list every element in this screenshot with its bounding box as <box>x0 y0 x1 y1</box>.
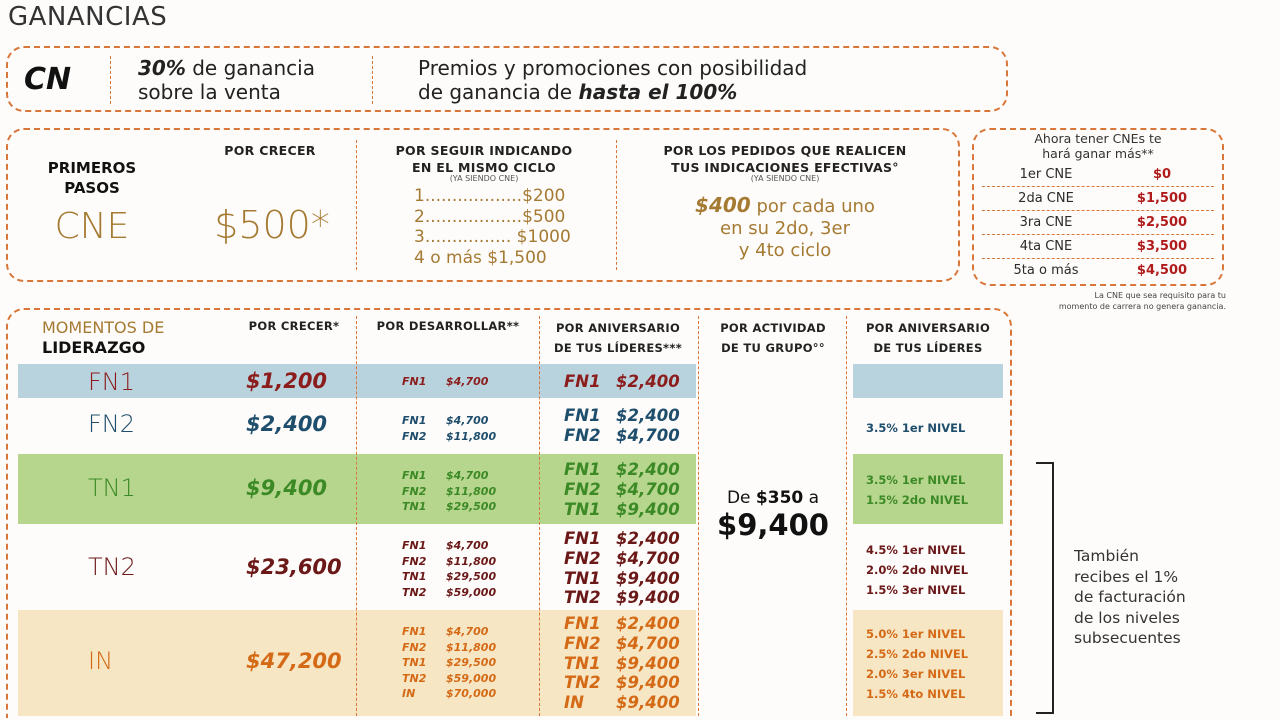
primeros-pasos-title <box>30 158 154 198</box>
nivel-item: 1.5% 4to NIVEL <box>866 687 966 701</box>
pp-divider-2 <box>616 140 617 270</box>
aniversario-item: FN2 $4,700 <box>564 548 680 568</box>
aniversario-tn1 <box>564 460 680 519</box>
cne-row-value: $0 <box>1152 166 1172 182</box>
liderazgo-title <box>42 318 164 358</box>
level-tn2: TN2 <box>88 553 136 581</box>
cn-promo-line1: Premios y promociones con posibilidad <box>418 56 808 80</box>
seguir-item: 1..................$200 <box>414 186 566 206</box>
nivel-item: 1.5% 3er NIVEL <box>866 583 966 597</box>
nivel-item: 1.5% 2do NIVEL <box>866 493 969 507</box>
nivel-item: 3.5% 1er NIVEL <box>866 473 966 487</box>
lid-divider-3 <box>698 316 699 716</box>
cne-row <box>982 258 1214 282</box>
desarrollar-item: FN2 $11,800 <box>402 429 497 443</box>
actividad-range <box>702 488 844 542</box>
pedidos-note: (YA SIENDO CNE) <box>750 174 820 183</box>
desarrollar-in <box>402 624 496 702</box>
desarrollar-fn1 <box>402 374 488 390</box>
desarrollar-item: TN1 $29,500 <box>402 500 497 513</box>
aniversario-item: FN1 $2,400 <box>564 529 680 548</box>
side-bracket <box>1036 462 1054 714</box>
seguir-list <box>414 186 594 268</box>
aniversario-fn2 <box>564 406 680 446</box>
cne-footnote <box>990 290 1226 312</box>
niveles-in <box>866 624 968 704</box>
cne-table-title <box>982 131 1214 161</box>
cne-footnote-1: La CNE que sea requisito para tu <box>1094 291 1226 300</box>
cne-row-label: 2da CNE <box>1018 190 1074 206</box>
desarrollar-item: TN2 $59,000 <box>402 585 497 599</box>
primeros-pasos-title-2: PASOS <box>64 179 120 197</box>
header-actividad <box>702 318 844 358</box>
pedidos-header-2: TUS INDICACIONES EFECTIVAS° <box>671 160 899 175</box>
cn-promo-text <box>418 56 807 104</box>
niveles-tn1 <box>866 470 968 510</box>
side-note-line: También <box>1074 547 1140 565</box>
cne-row-value: $2,500 <box>1136 214 1188 230</box>
nivel-item: 5.0% 1er NIVEL <box>866 627 966 641</box>
pp-divider-1 <box>356 140 357 270</box>
cn-percent-text <box>138 56 315 104</box>
side-note-line: subsecuentes <box>1074 629 1181 647</box>
desarrollar-item: FN2 $11,800 <box>402 640 497 654</box>
aniversario-item: TN1 $9,400 <box>564 653 680 673</box>
cn-percent-label: de ganancia <box>192 56 315 80</box>
desarrollar-item: TN1 $29,500 <box>402 570 497 583</box>
cne-row-label: 5ta o más <box>1013 262 1079 278</box>
aniversario-item: IN $9,400 <box>564 693 680 713</box>
header-actividad-1: POR ACTIVIDAD <box>720 321 826 335</box>
pedidos-text <box>622 194 948 262</box>
cne-table-title-1: Ahora tener CNEs te <box>1034 131 1162 146</box>
aniversario-item: FN1 $2,400 <box>564 614 680 633</box>
cn-label: CN <box>24 62 72 97</box>
cne-row <box>982 210 1214 234</box>
aniversario-item: TN2 $9,400 <box>564 673 680 693</box>
crecer-tn2: $23,600 <box>246 555 342 579</box>
seguir-item: 3................ $1000 <box>414 227 571 247</box>
aniversario-item: FN2 $4,700 <box>564 425 680 445</box>
header-aniversario-2: DE TUS LÍDERES*** <box>553 341 683 355</box>
seguir-header-2: EN EL MISMO CICLO <box>412 160 556 175</box>
primeros-pasos-level: CNE <box>54 206 130 247</box>
side-note-line: de facturación <box>1074 588 1186 606</box>
aniversario-item: FN2 $4,700 <box>564 479 680 499</box>
aniversario-tn2 <box>564 529 680 608</box>
desarrollar-item: FN1 $4,700 <box>402 625 489 638</box>
desarrollar-fn2 <box>402 413 496 444</box>
crecer-header: POR CRECER <box>224 143 316 158</box>
pedidos-header <box>622 142 948 176</box>
cne-row-label: 3ra CNE <box>1019 214 1073 230</box>
seguir-header <box>362 142 606 176</box>
header-crecer: POR CRECER* <box>248 319 340 333</box>
cne-row-value: $1,500 <box>1136 190 1188 206</box>
aniversario-item: TN2 $9,400 <box>564 588 680 608</box>
desarrollar-item: IN $70,000 <box>402 687 497 700</box>
cne-footnote-2: momento de carrera no genera ganancia. <box>1058 302 1226 311</box>
header-aniv-lideres <box>850 318 1006 358</box>
aniversario-fn1 <box>564 372 680 392</box>
lid-divider-2 <box>539 316 540 716</box>
level-fn2: FN2 <box>88 410 136 438</box>
desarrollar-item: FN1 $4,700 <box>402 375 489 388</box>
cn-promo-line2-pre: de ganancia de <box>418 80 573 104</box>
desarrollar-tn1 <box>402 468 496 515</box>
pedidos-text-3: y 4to ciclo <box>738 240 832 261</box>
pedidos-header-1: POR LOS PEDIDOS QUE REALICEN <box>663 143 907 158</box>
cn-divider-1 <box>110 56 111 104</box>
level-in: IN <box>88 647 114 675</box>
pedidos-text-2: en su 2do, 3er <box>720 218 850 239</box>
aniversario-item: FN1 $2,400 <box>564 460 680 479</box>
pedidos-amount: $400 <box>695 193 751 217</box>
nivel-item: 2.0% 2do NIVEL <box>866 563 969 577</box>
lid-divider-4 <box>846 316 847 716</box>
side-note <box>1074 546 1186 649</box>
crecer-in: $47,200 <box>246 649 342 673</box>
desarrollar-item: FN1 $4,700 <box>402 469 489 482</box>
desarrollar-item: FN1 $4,700 <box>402 539 489 552</box>
desarrollar-item: FN2 $11,800 <box>402 484 497 498</box>
aniversario-item: FN1 $2,400 <box>564 372 680 391</box>
desarrollar-item: FN2 $11,800 <box>402 554 497 568</box>
aniversario-in <box>564 614 680 713</box>
desarrollar-item: TN2 $59,000 <box>402 671 497 685</box>
cn-divider-2 <box>372 56 373 104</box>
primeros-pasos-title-1: PRIMEROS <box>47 159 137 177</box>
cne-row <box>982 162 1214 186</box>
aniversario-item: FN2 $4,700 <box>564 633 680 653</box>
side-note-line: recibes el 1% <box>1074 567 1179 586</box>
cn-line2: sobre la venta <box>138 80 281 104</box>
actividad-to: $9,400 <box>717 508 829 542</box>
band-fn1-niveles <box>853 364 1003 398</box>
desarrollar-tn2 <box>402 538 496 600</box>
cne-table-title-2: hará ganar más** <box>1042 146 1154 161</box>
aniversario-item: FN1 $2,400 <box>564 406 680 425</box>
seguir-header-1: POR SEGUIR INDICANDO <box>395 143 573 158</box>
header-desarrollar: POR DESARROLLAR** <box>376 319 520 333</box>
cn-promo-line2-bold: hasta el 100% <box>578 80 738 104</box>
cne-row-label: 4ta CNE <box>1019 238 1073 254</box>
header-actividad-2: DE TU GRUPO°° <box>721 341 825 355</box>
level-fn1: FN1 <box>88 368 136 396</box>
aniversario-item: TN1 $9,400 <box>564 568 680 588</box>
nivel-item: 3.5% 1er NIVEL <box>866 421 966 435</box>
cne-row <box>982 186 1214 210</box>
desarrollar-item: FN1 $4,700 <box>402 414 489 427</box>
actividad-from: $350 <box>755 488 804 508</box>
cn-percent: 30% <box>138 56 186 80</box>
cne-row-value: $3,500 <box>1136 238 1188 254</box>
aniversario-item: TN1 $9,400 <box>564 499 680 519</box>
actividad-mid: a <box>808 488 820 508</box>
crecer-tn1: $9,400 <box>246 476 328 500</box>
crecer-fn1: $1,200 <box>246 369 328 393</box>
level-tn1: TN1 <box>88 474 136 502</box>
header-aniv-lideres-2: DE TUS LÍDERES <box>873 341 983 355</box>
crecer-fn2: $2,400 <box>246 412 328 436</box>
seguir-note: (YA SIENDO CNE) <box>449 174 519 183</box>
pedidos-text-1: por cada uno <box>756 196 875 217</box>
niveles-fn2 <box>866 418 965 438</box>
seguir-item: 2..................$500 <box>414 206 566 227</box>
desarrollar-item: TN1 $29,500 <box>402 656 497 669</box>
cne-row-label: 1er CNE <box>1019 166 1073 182</box>
header-aniversario-1: POR ANIVERSARIO <box>555 321 681 335</box>
niveles-tn2 <box>866 540 968 600</box>
nivel-item: 2.5% 2do NIVEL <box>866 647 969 661</box>
nivel-item: 4.5% 1er NIVEL <box>866 543 966 557</box>
cne-row-value: $4,500 <box>1136 262 1188 278</box>
actividad-pre: De <box>726 488 751 508</box>
lid-divider-1 <box>356 316 357 716</box>
crecer-amount: $500* <box>214 203 330 247</box>
seguir-item: 4 o más $1,500 <box>414 247 547 268</box>
liderazgo-title-1: MOMENTOS DE <box>42 318 165 337</box>
nivel-item: 2.0% 3er NIVEL <box>866 667 966 681</box>
header-aniv-lideres-1: POR ANIVERSARIO <box>865 321 991 335</box>
page-title: GANANCIAS <box>8 2 168 32</box>
header-aniversario <box>540 318 696 358</box>
cne-row <box>982 234 1214 258</box>
side-note-line: de los niveles <box>1074 608 1180 627</box>
liderazgo-title-2: LIDERAZGO <box>42 338 146 357</box>
